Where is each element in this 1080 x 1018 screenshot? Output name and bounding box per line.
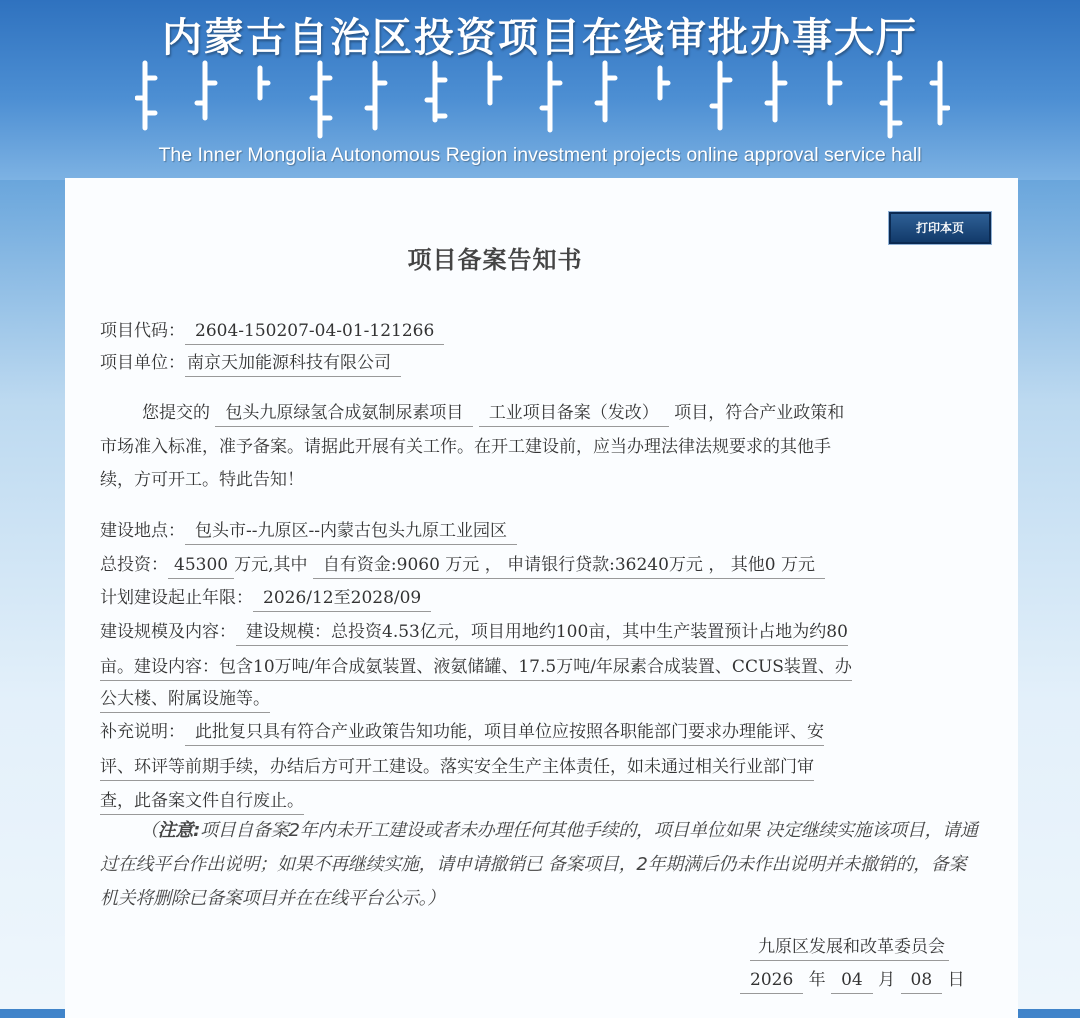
location-row [100,516,517,541]
location-value: 包头市--九原区--内蒙古包头九原工业园区 [185,521,517,545]
scale-line-1: 建设规模：总投资4.53亿元，项目用地约100亩，其中生产装置预计占地为约80 [236,622,848,646]
period-row [100,583,431,608]
date-row [740,965,965,990]
remark-line-1: 此批复只具有符合产业政策告知功能，项目单位应按照各职能部门要求办理能评、安 [185,722,824,746]
filing-type: 工业项目备案（发改） [479,403,669,427]
date-year: 2026 [740,970,803,994]
project-code-value: 2604-150207-04-01-121266 [185,321,444,345]
intro-line-3: 续，方可开工。特此告知！ [100,470,304,490]
remark-line-3-row [100,786,304,815]
header-banner [0,0,1080,180]
mongolian-script-title [135,58,950,140]
day-label: 日 [947,970,965,990]
investment-mid: 万元,其中 [234,555,308,575]
project-name: 包头九原绿氢合成氨制尿素项目 [215,403,473,427]
scale-line-2-row [100,652,852,681]
project-unit-label: 项目单位： [100,353,185,373]
period-label: 计划建设起止年限： [100,588,253,608]
investment-row [100,550,825,575]
project-code-row [100,316,444,341]
document-title: 项目备案告知书 [407,245,583,274]
notice-note [100,814,980,916]
project-unit-value: 南京天加能源科技有限公司 [185,353,401,377]
intro-line-1 [142,398,844,423]
site-title-english: The Inner Mongolia Autonomous Region investment projects online approval service hall [158,144,922,166]
scale-line-2: 亩。建设内容：包含10万吨/年合成氨装置、液氨储罐、17.5万吨/年尿素合成装置、CCUS装置、办 [100,652,852,681]
site-title-chinese: 内蒙古自治区投资项目在线审批办事大厅 [162,15,918,61]
date-month: 04 [831,970,873,994]
scale-row [100,617,848,642]
issuer: 九原区发展和改革委员会 [750,932,949,961]
intro-prefix: 您提交的 [142,403,210,423]
investment-label: 总投资： [100,555,168,575]
remark-line-3: 查，此备案文件自行废止。 [100,786,304,815]
period-value: 2026/12至2028/09 [253,588,431,612]
note-bold-label: 注意: [157,820,201,841]
remark-line-2-row [100,752,814,781]
remark-row [100,717,824,742]
remark-label: 补充说明： [100,722,185,742]
project-code-label: 项目代码： [100,321,185,341]
date-day: 08 [901,970,943,994]
remark-line-2: 评、环评等前期手续，办结后方可开工建设。落实安全生产主体责任，如未通过相关行业部门审 [100,752,814,781]
note-text: 项目自备案2年内未开工建设或者未办理任何其他手续的，项目单位如果 决定继续实施该项目，请通过在线平台作出说明；如果不再继续实施，请申请撤销已 备案项目，2年期满后仍未作出说明并未撤销的，备案机关将删除已备案项目并在在线平台公示。） [100,820,978,909]
scale-line-3: 公大楼、附属设施等。 [100,684,270,713]
scale-line-3-row [100,684,270,713]
note-open: （ [140,820,158,841]
issuer-row [750,932,949,961]
print-page-button[interactable]: 打印本页 [889,212,991,244]
intro-suffix: 项目，符合产业政策和 [674,403,845,423]
scale-label: 建设规模及内容： [100,622,236,642]
intro-line-2: 市场准入标准，准予备案。请据此开展有关工作。在开工建设前，应当办理法律法规要求的其他手 [100,437,831,457]
investment-total: 45300 [168,555,234,579]
month-label: 月 [878,970,896,990]
project-unit-row [100,348,401,373]
investment-detail: 自有资金:9060 万元 ， 申请银行贷款:36240万元 ， 其他0 万元 [313,555,825,579]
year-label: 年 [808,970,826,990]
location-label: 建设地点： [100,521,185,541]
